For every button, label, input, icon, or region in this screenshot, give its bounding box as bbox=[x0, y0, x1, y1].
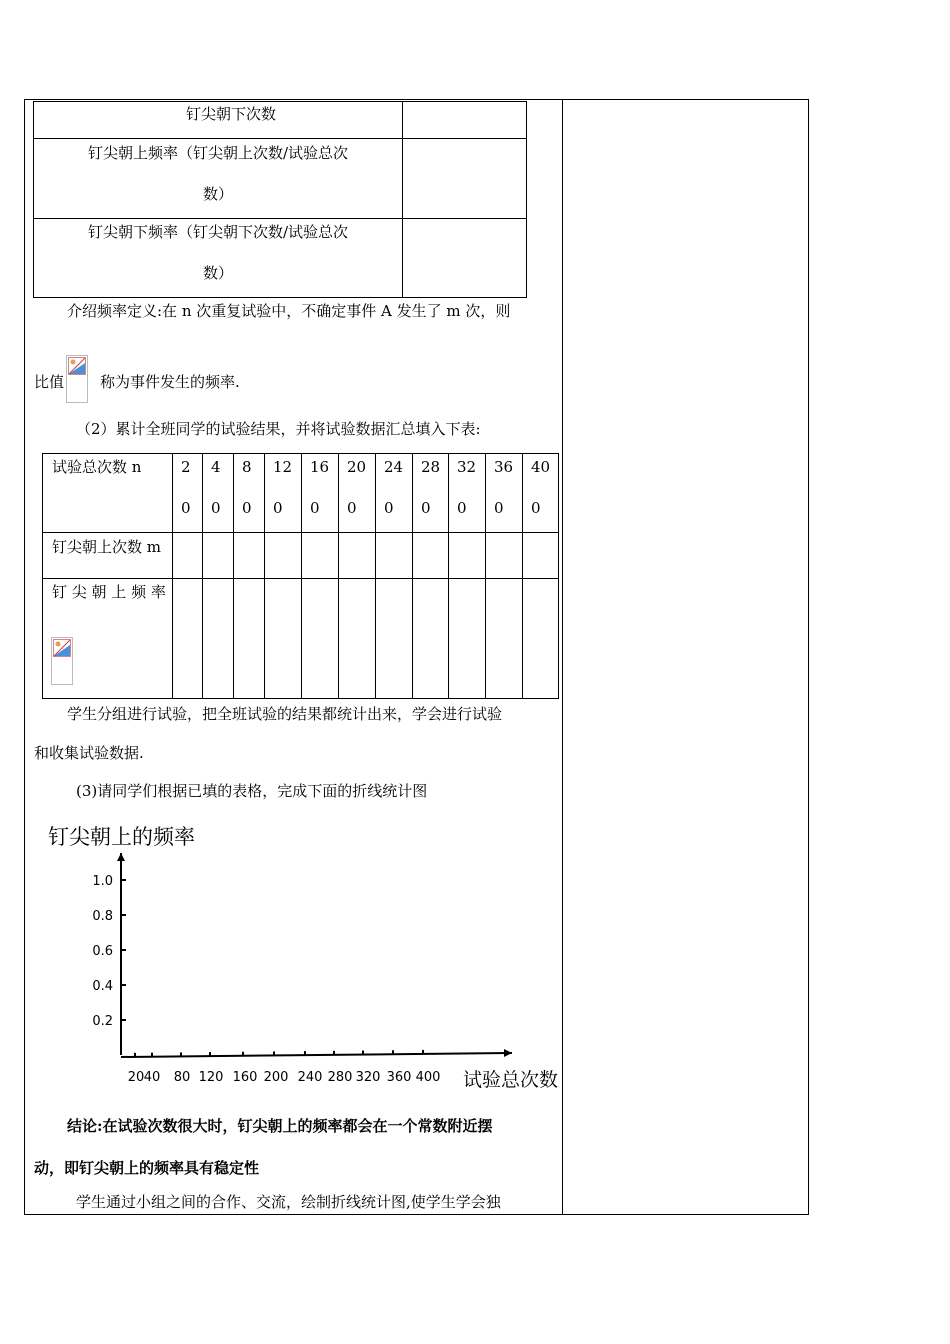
y-tick-label: 1.0 bbox=[92, 874, 113, 889]
col-4-bottom: 0 bbox=[273, 499, 283, 517]
x-tick-label: 80 bbox=[173, 1070, 191, 1085]
y-axis-arrow bbox=[117, 853, 125, 861]
col-10-top: 36 bbox=[494, 458, 514, 476]
definition-paragraph: 介绍频率定义:在 n 次重复试验中，不确定事件 A 发生了 m 次，则 bbox=[67, 302, 511, 320]
x-tick-label: 120 bbox=[198, 1070, 224, 1085]
col-5-top: 16 bbox=[310, 458, 330, 476]
top-table-row3-label-cont: 数） bbox=[203, 264, 234, 282]
row-label-total-trials: 试验总次数 n bbox=[52, 458, 142, 476]
x-axis-line bbox=[121, 1053, 512, 1057]
x-tick-label: 20 bbox=[127, 1070, 145, 1085]
col-10-bottom: 0 bbox=[494, 499, 504, 517]
step3-paragraph: (3)请同学们根据已填的表格，完成下面的折线统计图 bbox=[76, 782, 428, 800]
chart-title: 钉尖朝上的频率 bbox=[48, 825, 195, 849]
y-tick-label: 0.2 bbox=[92, 1014, 113, 1029]
col-1-bottom: 0 bbox=[181, 499, 191, 517]
conclusion-paragraph-cont: 动，即钉尖朝上的频率具有稳定性 bbox=[34, 1159, 260, 1177]
group-paragraph-cont: 和收集试验数据. bbox=[34, 744, 144, 762]
col-8-bottom: 0 bbox=[421, 499, 431, 517]
definition-ratio-suffix: 称为事件发生的频率. bbox=[100, 373, 240, 391]
group-paragraph: 学生分组进行试验，把全班试验的结果都统计出来，学会进行试验 bbox=[67, 705, 503, 723]
row-label-up-count: 钉尖朝上次数 m bbox=[52, 538, 161, 556]
col-11-top: 40 bbox=[531, 458, 551, 476]
x-axis-arrow bbox=[504, 1049, 512, 1057]
outer-frame-bottom bbox=[24, 1214, 809, 1215]
col-2-bottom: 0 bbox=[211, 499, 221, 517]
x-tick-label: 400 bbox=[415, 1070, 441, 1085]
x-tick-label: 320 bbox=[355, 1070, 381, 1085]
col-7-bottom: 0 bbox=[384, 499, 394, 517]
x-tick-label: 200 bbox=[263, 1070, 289, 1085]
outer-frame-top bbox=[24, 99, 809, 100]
x-tick-label: 360 bbox=[386, 1070, 412, 1085]
col-7-top: 24 bbox=[384, 458, 404, 476]
step2-paragraph: （2）累计全班同学的试验结果，并将试验数据汇总填入下表: bbox=[76, 420, 481, 438]
conclusion-paragraph: 结论:在试验次数很大时，钉尖朝上的频率都会在一个常数附近摆 bbox=[67, 1117, 493, 1135]
top-table-row2-label-cont: 数） bbox=[203, 185, 234, 203]
y-tick-label: 0.4 bbox=[92, 979, 113, 994]
row-label-up-frequency: 钉 尖 朝 上 频 率 bbox=[52, 583, 166, 601]
top-table-row2-label: 钉尖朝上频率（钉尖朝上次数/试验总次 bbox=[88, 144, 349, 162]
top-table-row1-label: 钉尖朝下次数 bbox=[186, 105, 277, 123]
col-5-bottom: 0 bbox=[310, 499, 320, 517]
col-6-top: 20 bbox=[347, 458, 367, 476]
last-paragraph: 学生通过小组之间的合作、交流，绘制折线统计图,使学生学会独 bbox=[76, 1193, 501, 1211]
col-2-top: 4 bbox=[211, 458, 221, 476]
line-chart bbox=[30, 815, 562, 1100]
top-table-row3-label: 钉尖朝下频率（钉尖朝下次数/试验总次 bbox=[88, 223, 349, 241]
col-3-top: 8 bbox=[242, 458, 252, 476]
definition-ratio-prefix: 比值 bbox=[34, 373, 65, 391]
col-8-top: 28 bbox=[421, 458, 441, 476]
col-4-top: 12 bbox=[273, 458, 293, 476]
outer-frame-right bbox=[808, 99, 809, 1215]
x-tick-label: 40 bbox=[143, 1070, 161, 1085]
column-divider bbox=[562, 99, 563, 1215]
chart-x-axis-label: 试验总次数 bbox=[463, 1069, 559, 1091]
x-tick-label: 240 bbox=[297, 1070, 323, 1085]
col-1-top: 2 bbox=[181, 458, 191, 476]
x-tick-label: 280 bbox=[327, 1070, 353, 1085]
chart-plot-area bbox=[30, 815, 562, 1100]
col-6-bottom: 0 bbox=[347, 499, 357, 517]
y-tick-label: 0.8 bbox=[92, 909, 113, 924]
formula-image-icon bbox=[66, 355, 88, 403]
col-9-top: 32 bbox=[457, 458, 477, 476]
y-tick-label: 0.6 bbox=[92, 944, 113, 959]
outer-frame-left bbox=[24, 99, 25, 1215]
frequency-formula-image-icon bbox=[51, 637, 73, 685]
col-11-bottom: 0 bbox=[531, 499, 541, 517]
x-tick-label: 160 bbox=[232, 1070, 258, 1085]
col-3-bottom: 0 bbox=[242, 499, 252, 517]
col-9-bottom: 0 bbox=[457, 499, 467, 517]
